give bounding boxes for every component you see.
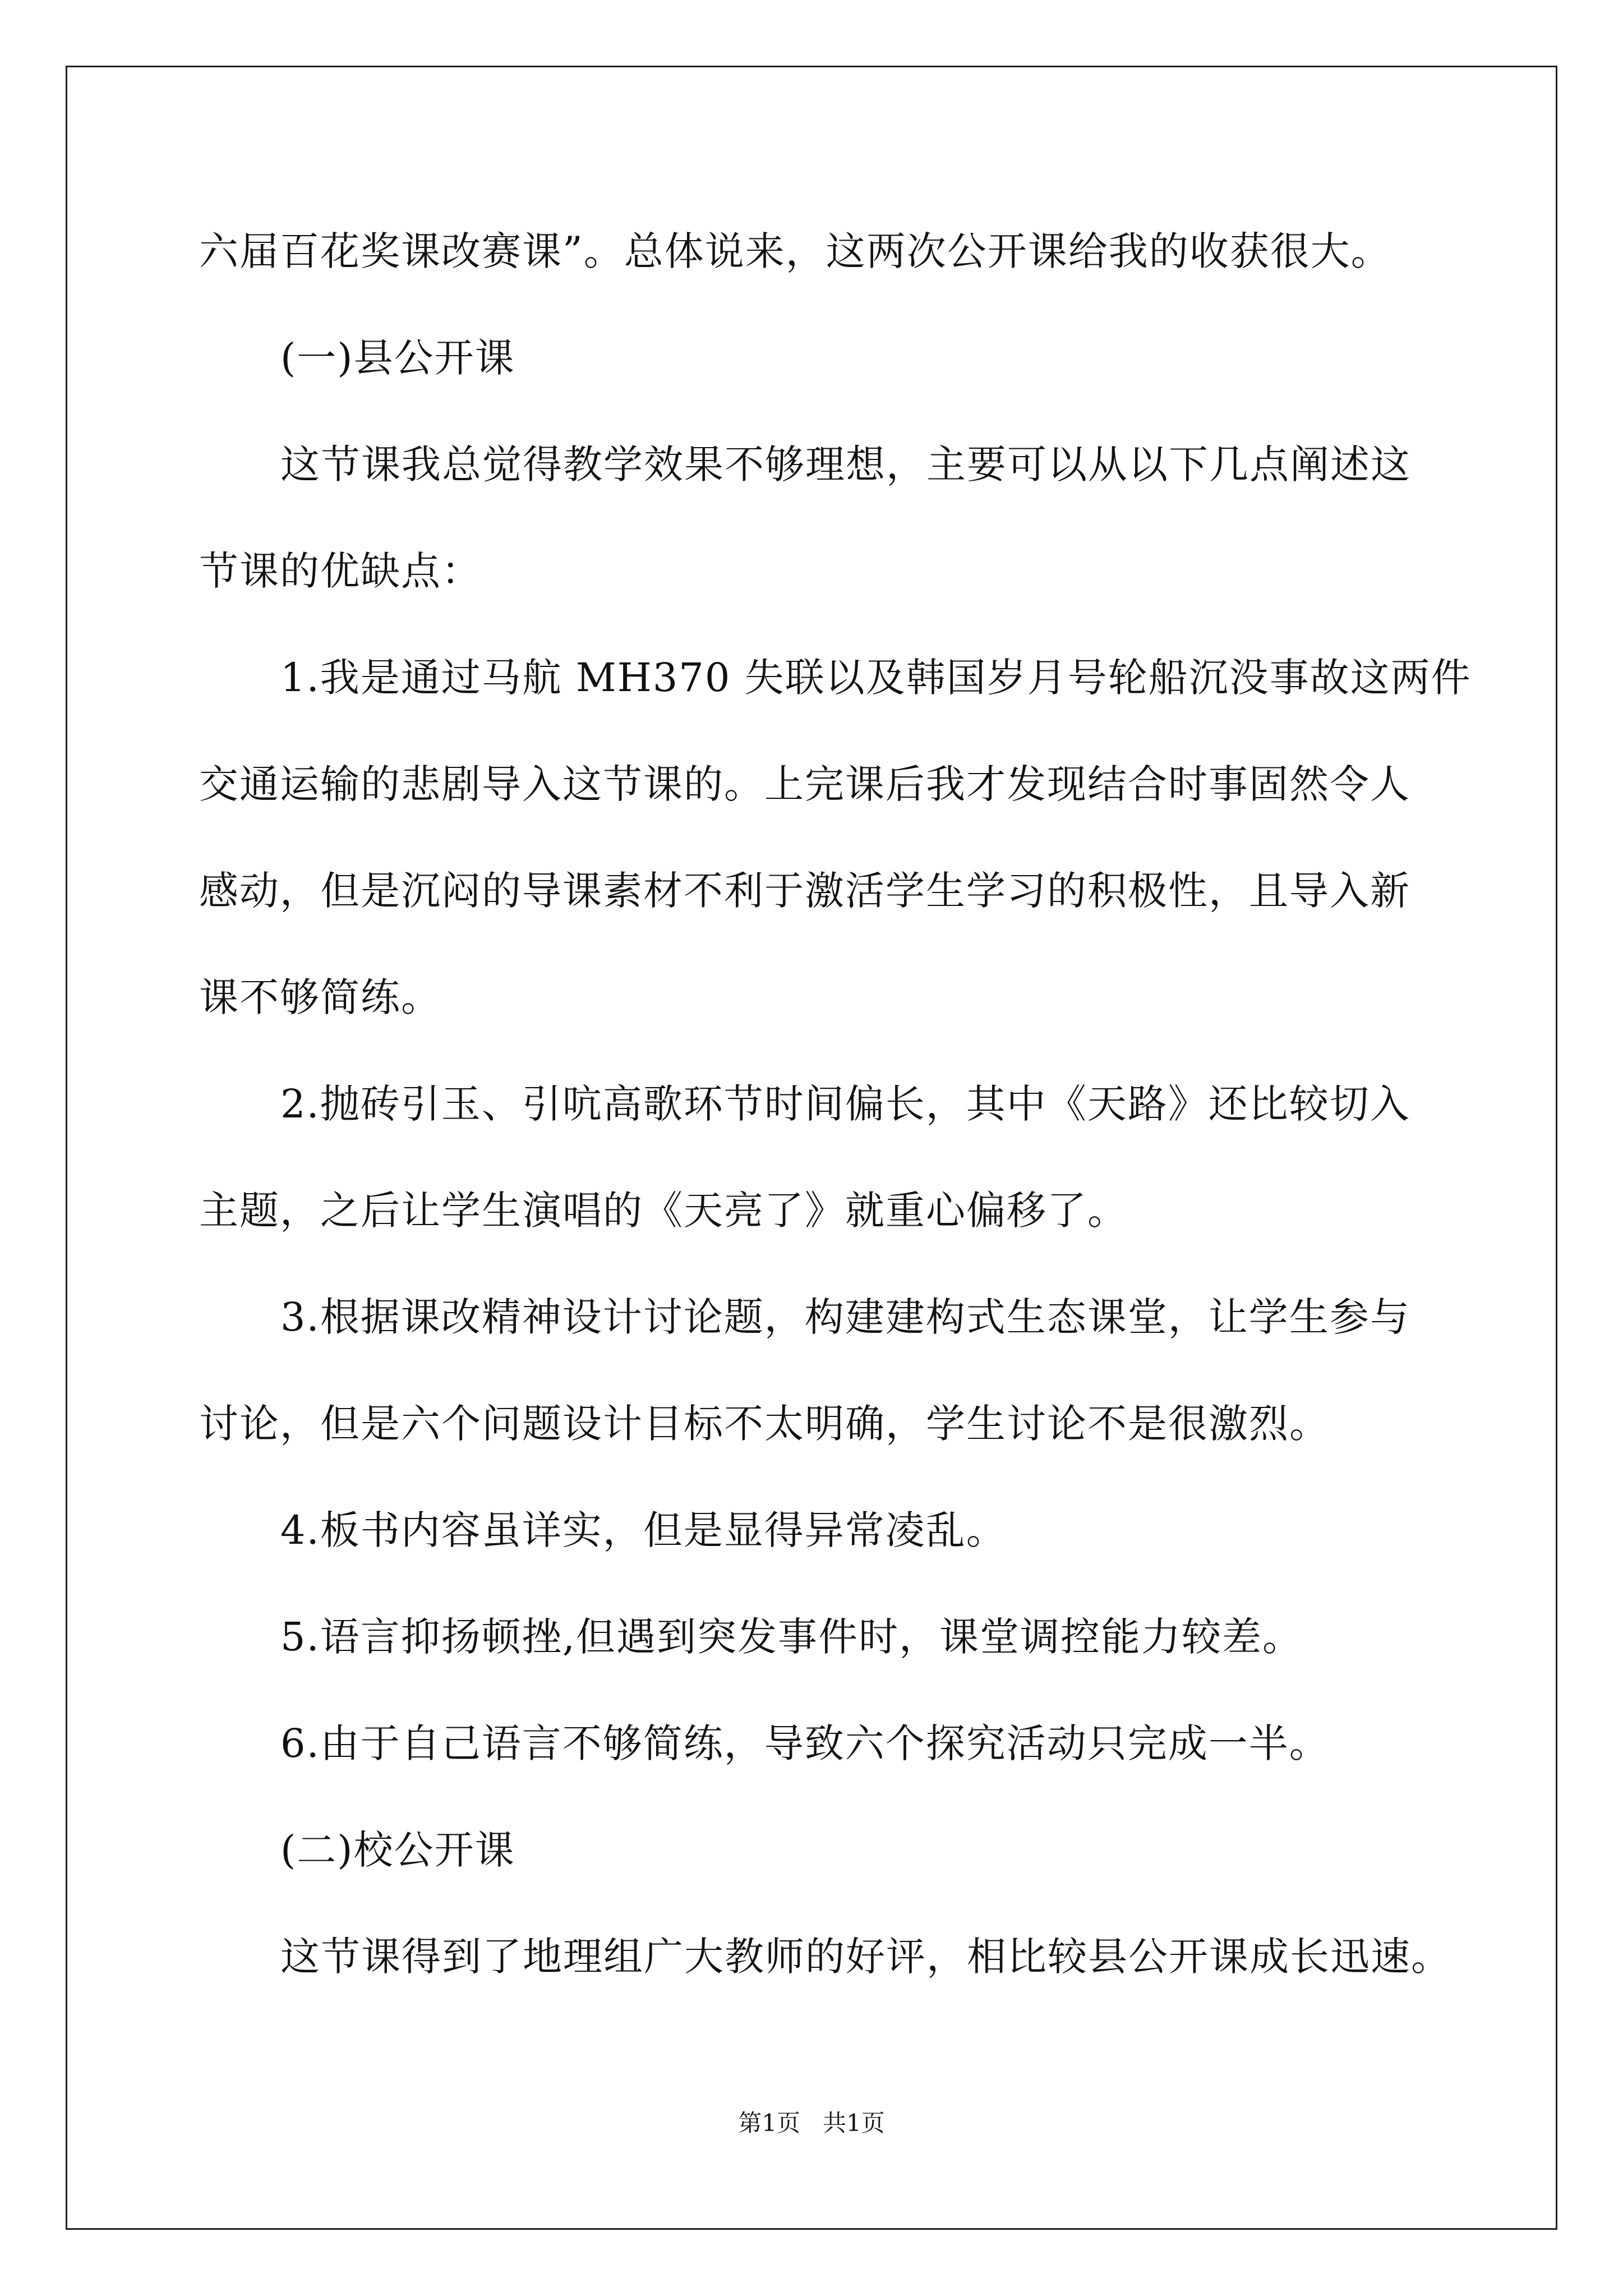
paragraph-line: 节课的优缺点：: [199, 548, 482, 594]
list-item: 2.抛砖引玉、引吭高歌环节时间偏长，其中《天路》还比较切入: [280, 1081, 1410, 1127]
list-item: 6.由于自己语言不够简练，导致六个探究活动只完成一半。: [280, 1720, 1330, 1766]
section-heading: (一)县公开课: [280, 335, 515, 381]
paragraph-line: 感动，但是沉闷的导课素材不利于激活学生学习的积极性，且导入新: [199, 868, 1410, 914]
list-item: 5.语言抑扬顿挫,但遇到突发事件时，课堂调控能力较差。: [280, 1614, 1303, 1660]
section-heading: (二)校公开课: [280, 1827, 515, 1873]
paragraph-line: 课不够简练。: [199, 974, 441, 1020]
page-border: [66, 66, 1557, 2230]
list-item: 3.根据课改精神设计讨论题，构建建构式生态课堂，让学生参与: [280, 1294, 1410, 1340]
paragraph-line: 交通运输的悲剧导入这节课的。上完课后我才发现结合时事固然令人: [199, 761, 1410, 807]
paragraph-line: 主题，之后让学生演唱的《天亮了》就重心偏移了。: [199, 1188, 1128, 1234]
paragraph-line: 这节课我总觉得教学效果不够理想，主要可以从以下几点阐述这: [280, 441, 1411, 487]
page-footer: 第1页 共1页: [738, 2109, 885, 2137]
list-item: 4.板书内容虽详实，但是显得异常凌乱。: [280, 1507, 1007, 1553]
list-item: 1.我是通过马航 MH370 失联以及韩国岁月号轮船沉没事故这两件: [280, 655, 1472, 701]
paragraph-line: 讨论，但是六个问题设计目标不太明确，学生讨论不是很激烈。: [199, 1401, 1330, 1447]
paragraph-line: 六届百花奖课改赛课”。总体说来，这两次公开课给我的收获很大。: [199, 228, 1391, 274]
paragraph-line: 这节课得到了地理组广大教师的好评，相比较县公开课成长迅速。: [280, 1934, 1451, 1980]
